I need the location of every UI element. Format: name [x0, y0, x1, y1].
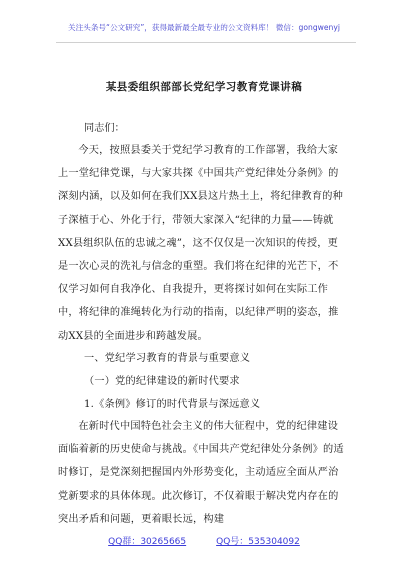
header-divider	[56, 42, 356, 43]
header-ad-text: 关注头条号“公文研究”，获得最新最全最专业的公文资料库！ 微信：gongwenyj	[68, 23, 340, 32]
footer-qq-group: QQ群：30265665	[108, 537, 187, 547]
footer-qq-number: QQ号：535304092	[216, 537, 300, 547]
body-paragraph-2: 在新时代中国特色社会主义的伟大征程中，党的纪律建设面临着新的历史使命与挑战。《中国共产党纪律处分条例》的适时修订，是党深刻把握国内外形势变化，主动适应全面从严治党新要求的具体体现。此次修订，不仅着眼于解决党内存在的突出矛盾和问题，更着眼长远，构建	[58, 421, 344, 525]
section-heading-3: 1.《条例》修订的时代背景与深远意义	[84, 399, 261, 410]
body-paragraph-2-container	[58, 415, 348, 531]
salutation: 同志们：	[84, 123, 125, 134]
body-paragraph-1-container	[58, 139, 348, 348]
document-title: 某县委组织部部长党纪学习教育党课讲稿	[105, 81, 303, 93]
section-heading-1: 一、党纪学习教育的背景与重要意义	[84, 353, 251, 364]
section-heading-2: （一）党的纪律建设的新时代要求	[84, 376, 240, 387]
body-paragraph-1: 今天，按照县委关于党纪学习教育的工作部署，我给大家上一堂纪律党课，与大家共探《中国共产党纪律处分条例》的深刻内涵，以及如何在我们XX县这片热土上，将纪律教育的种子深植于心、外化于行，带领大家深入“纪律的力量——铸就XX县组织队伍的忠诚之魂”，这不仅仅是一次知识的传授，更是一次心灵的洗礼与信念的重塑。我们将在纪律的光芒下，不仅学习如何自我净化、自我提升，更将探讨如何在实际工作中，将纪律的准绳转化为行动的指南，以纪律严明的姿态，推动XX县的全面进步和跨越发展。	[58, 145, 343, 342]
footer-contact	[0, 534, 408, 547]
